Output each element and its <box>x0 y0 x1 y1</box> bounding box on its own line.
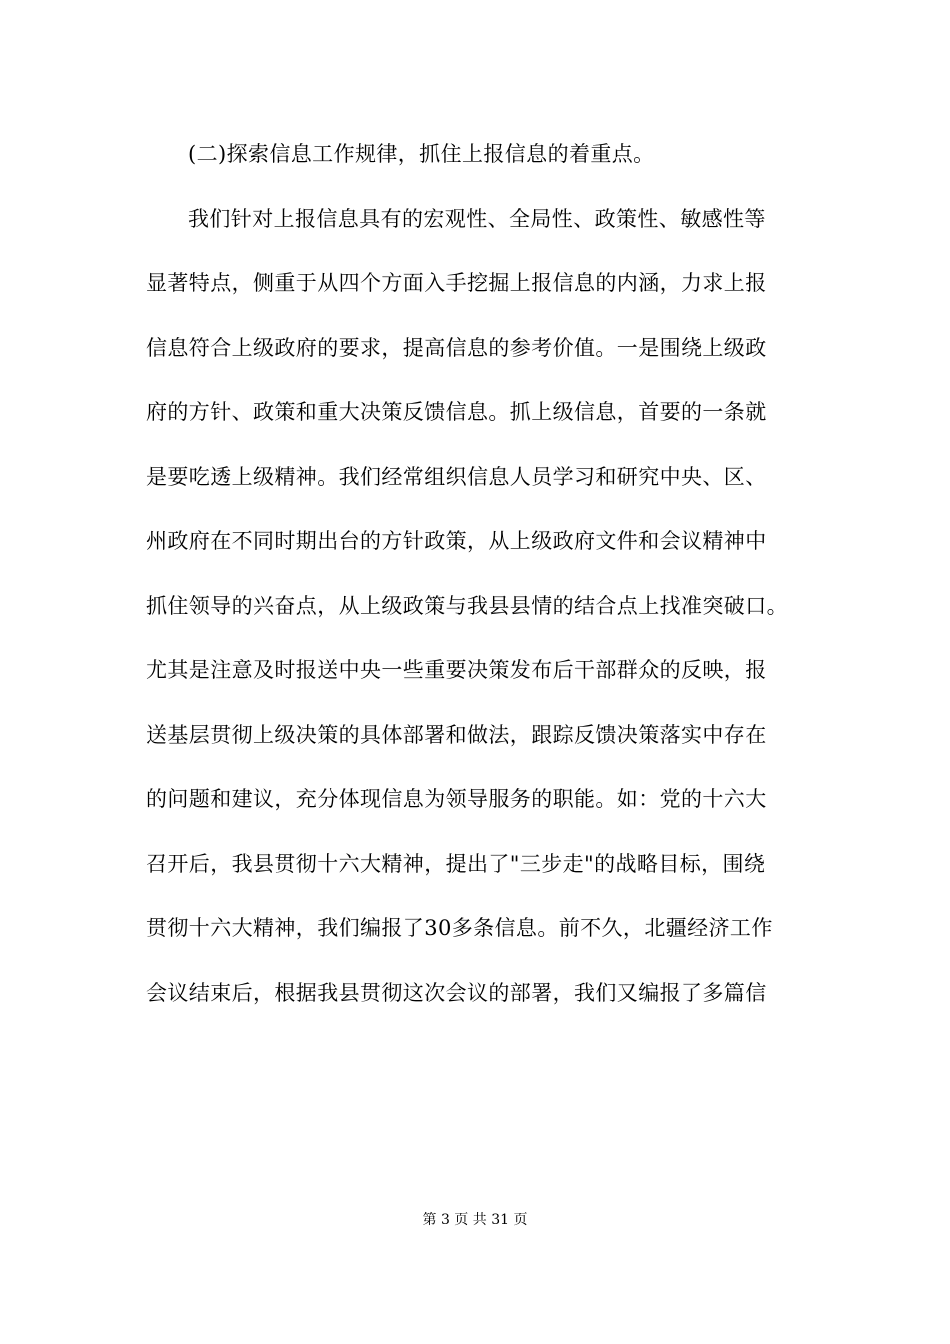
paragraph-line: 是要吃透上级精神。我们经常组织信息人员学习和研究中央、区、 <box>146 464 767 489</box>
paragraph-line: 会议结束后，根据我县贯彻这次会议的部署，我们又编报了多篇信 <box>146 980 767 1005</box>
body-text <box>146 135 816 1038</box>
paragraph-line: 显著特点，侧重于从四个方面入手挖掘上报信息的内涵，力求上报 <box>146 271 767 295</box>
paragraph-line: 的问题和建议，充分体现信息为领导服务的职能。如：党的十六大 <box>146 787 767 811</box>
section-heading: (二)探索信息工作规律，抓住上报信息的着重点。 <box>188 142 655 166</box>
paragraph-line: 府的方针、政策和重大决策反馈信息。抓上级信息，首要的一条就 <box>146 400 767 424</box>
paragraph-line: 抓住领导的兴奋点，从上级政策与我县县情的结合点上找准突破口。 <box>146 593 788 618</box>
paragraph-line: 尤其是注意及时报送中央一些重要决策发布后干部群众的反映，报 <box>146 658 767 682</box>
paragraph-line: 贯彻十六大精神，我们编报了30多条信息。前不久，北疆经济工作 <box>146 916 773 940</box>
paragraph-line: 送基层贯彻上级决策的具体部署和做法，跟踪反馈决策落实中存在 <box>146 722 767 747</box>
paragraph-line: 信息符合上级政府的要求，提高信息的参考价值。一是围绕上级政 <box>146 335 767 360</box>
page-number: 第 3 页 共 31 页 <box>422 1212 528 1228</box>
paragraph-line: 我们针对上报信息具有的宏观性、全局性、政策性、敏感性等 <box>188 206 766 231</box>
paragraph-line: 召开后，我县贯彻十六大精神，提出了"三步走"的战略目标，围绕 <box>146 851 766 876</box>
paragraph-line: 州政府在不同时期出台的方针政策，从上级政府文件和会议精神中 <box>146 529 767 553</box>
page-footer <box>0 1209 950 1229</box>
